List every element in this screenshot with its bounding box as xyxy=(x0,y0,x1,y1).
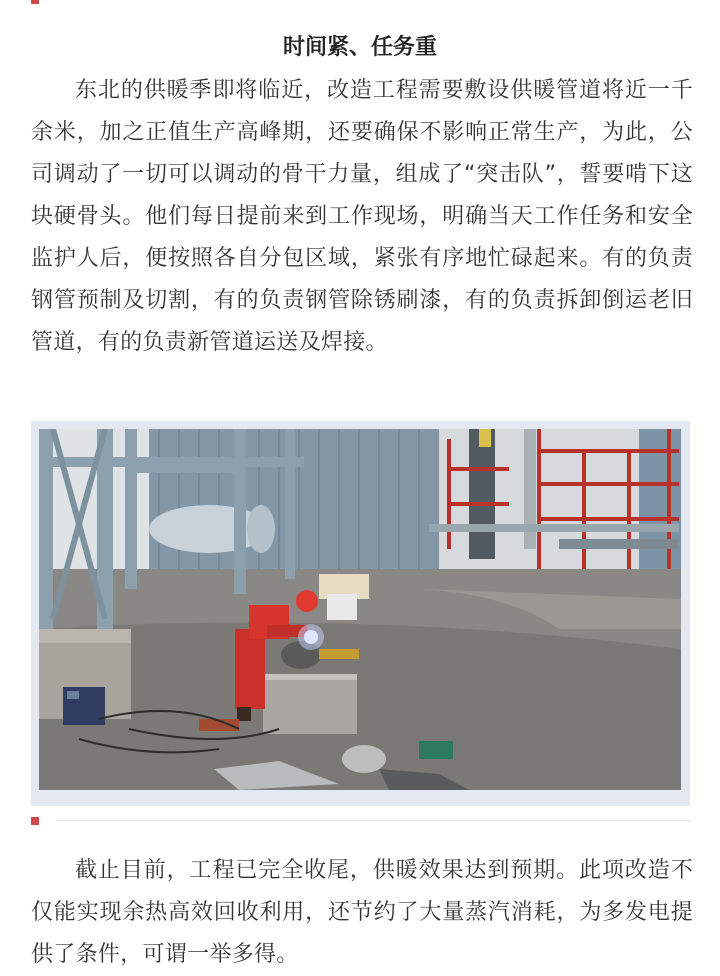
welding-worker-photo[interactable] xyxy=(39,429,681,790)
article-paragraph-1: 东北的供暖季即将临近，改造工程需要敷设供暖管道将近一千余米，加之正值生产高峰期，还要确保不影响正常生产，为此，公司调动了一切可以调动的骨干力量，组成了“突击队”，誓要啃下这块硬骨头。他们每日提前来到工作现场，明确当天工作任务和安全监护人后，便按照各自分包区域，紧张有序地忙碌起来。有的负责钢管预制及切割，有的负责钢管除锈刷漆，有的负责拆卸倒运老旧管道，有的负责新管道运送及焊接。 xyxy=(31,78,693,355)
article-paragraph-2: 截止目前，工程已完全收尾，供暖效果达到预期。此项改造不仅能实现余热高效回收利用，还节约了大量蒸汽消耗，为多发电提供了条件，可谓一举多得。 xyxy=(31,858,693,967)
section-title: 时间紧、任务重 xyxy=(282,35,437,60)
section-divider xyxy=(57,820,690,821)
top-accent-marker xyxy=(31,0,39,4)
divider-accent-marker xyxy=(31,817,39,825)
photo-frame xyxy=(31,421,690,806)
